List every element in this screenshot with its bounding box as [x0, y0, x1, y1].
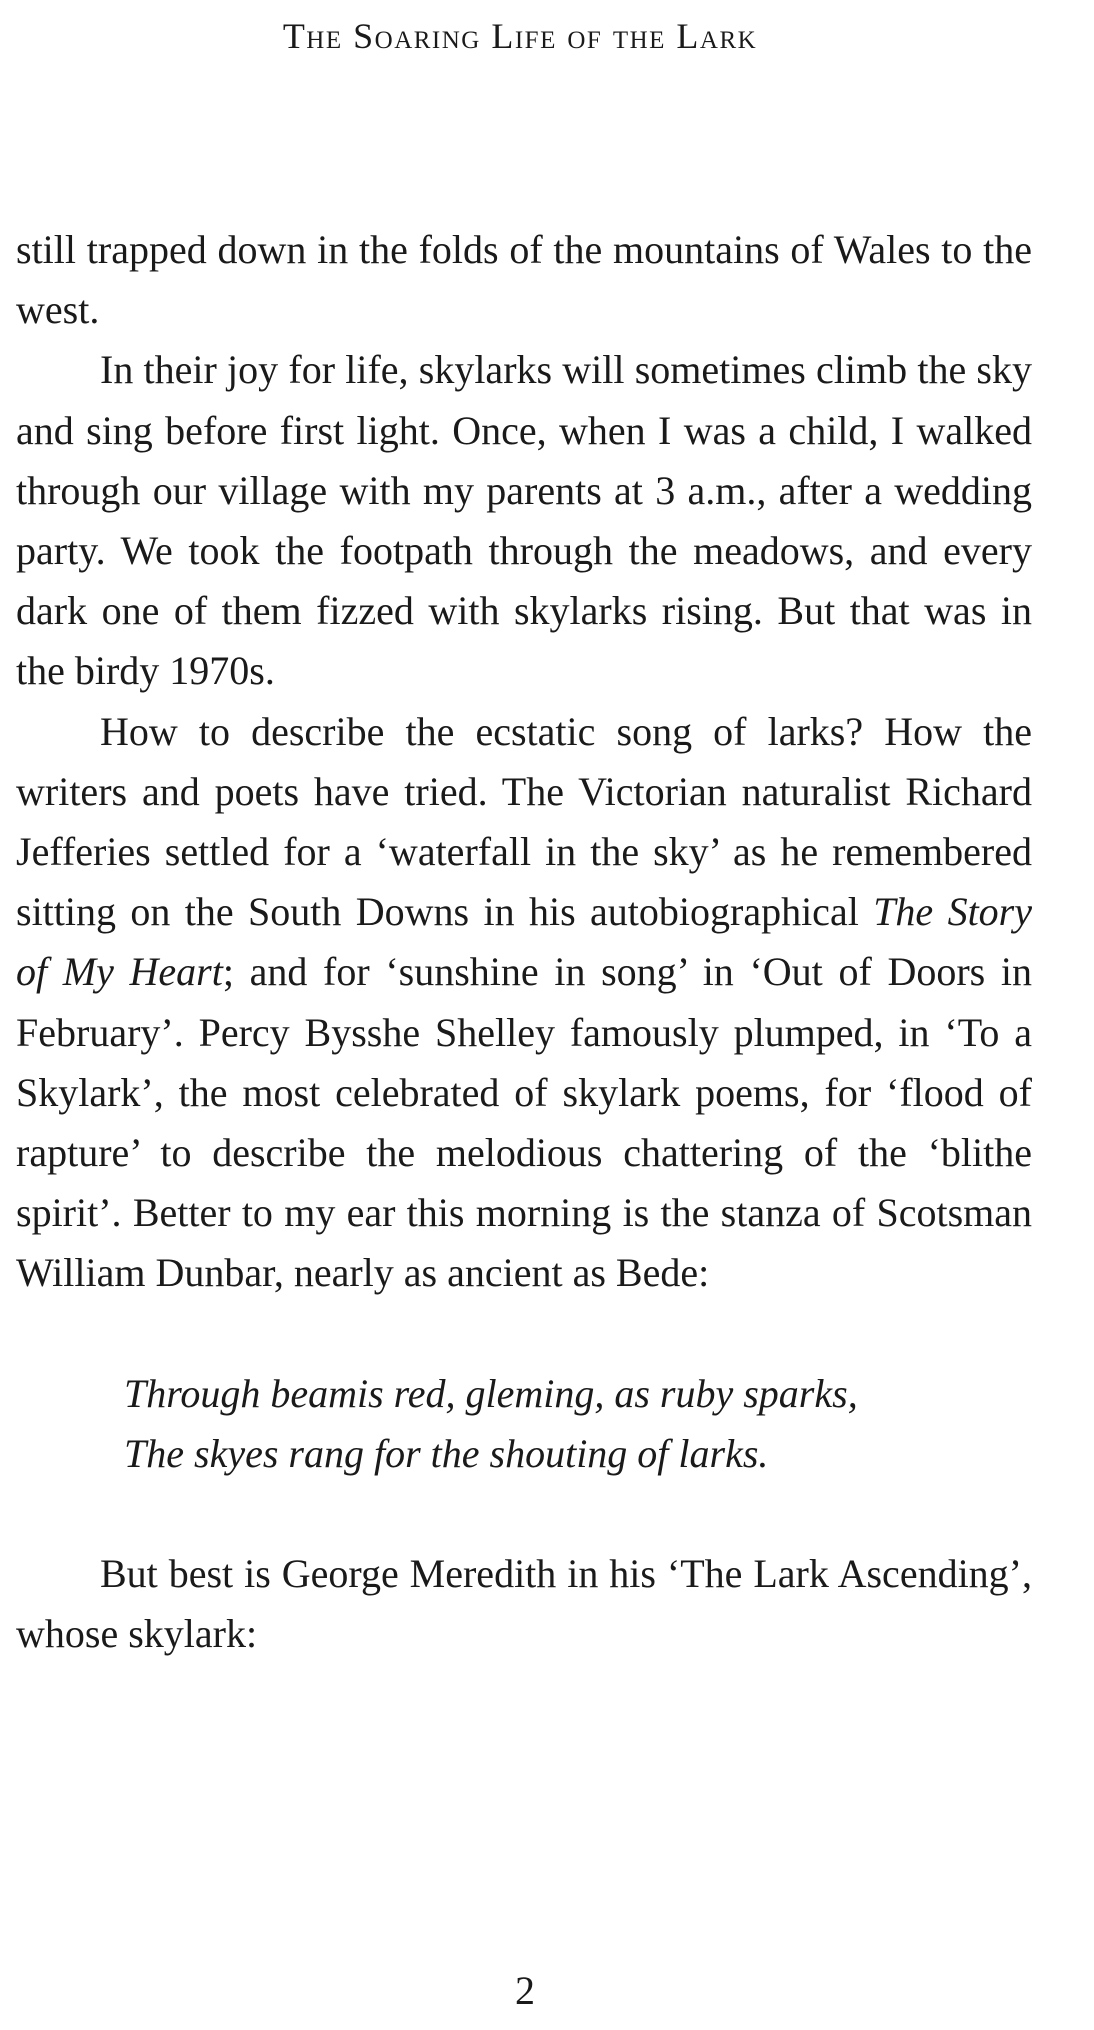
paragraph-3-part-2: ; and for ‘sunshine in song’ in ‘Out of Doors in February’. Percy Bysshe Shelley famously plumped, in ‘To a Skylark’, the most celebrated of skylark poems, for ‘flood of rapture’ to describe the melodious chattering of the ‘blithe spirit’. Better to my ear this morning is the stanza of Scotsman William Dunbar, nearly as ancient as Bede:	[16, 949, 1032, 1296]
paragraph-3	[16, 702, 1032, 1304]
verse-quote	[124, 1364, 1032, 1484]
paragraph-1: still trapped down in the folds of the mountains of Wales to the west.	[16, 227, 1032, 333]
paragraph-4: But best is George Meredith in his ‘The Lark Ascending’, whose skylark:	[16, 1551, 1032, 1657]
paragraph-3-part-1: How to describe the ecstatic song of larks? How the writers and poets have tried. The Victorian naturalist Richard Jefferies settled for a ‘waterfall in the sky’ as he remembered sitting on the South Downs in his autobiographical	[16, 708, 1032, 935]
verse-line-1: Through beamis red, gleming, as ruby sparks,	[124, 1370, 858, 1416]
running-head: The Soaring Life of the Lark	[282, 16, 758, 56]
paragraph-2: In their joy for life, skylarks will sometimes climb the sky and sing before first light. Once, when I was a child, I walked through our village with my parents at 3 a.m., after a wedding party. We took the footpath through the meadows, and every dark one of them fizzed with skylarks rising. But that was in the birdy 1970s.	[16, 347, 1032, 694]
page-number: 2	[515, 1968, 535, 2013]
verse-line-2: The skyes rang for the shouting of larks.	[124, 1430, 769, 1476]
book-title: The Story of My Heart	[16, 889, 1032, 995]
body-text	[16, 220, 1032, 1664]
